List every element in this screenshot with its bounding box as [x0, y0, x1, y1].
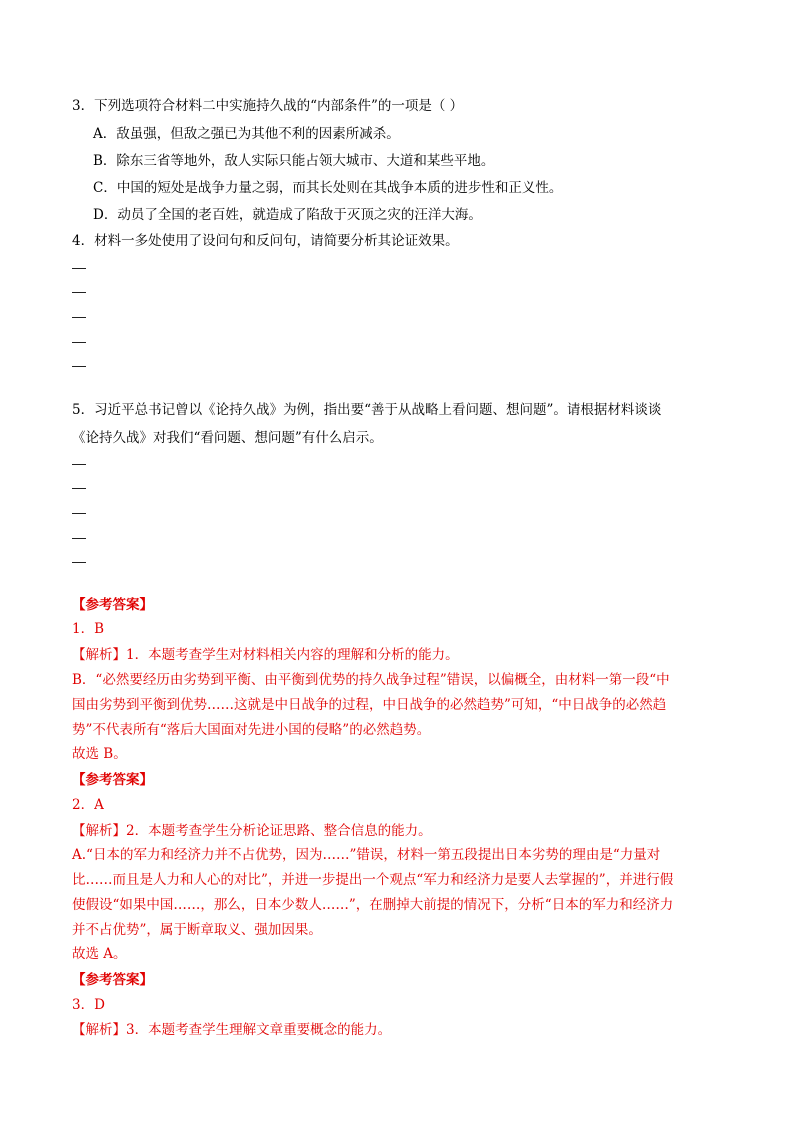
answer-blank-line [72, 513, 86, 514]
answer-blank-line [72, 342, 86, 343]
question-5-stem-line-1: 5．习近平总书记曾以《论持久战》为例，指出要“善于从战略上看问题、想问题”。请根据材料谈谈 [72, 402, 662, 418]
answer-value: 2．A [72, 797, 104, 813]
analysis-line: 并不占优势”，属于断章取义、强加因果。 [72, 922, 322, 938]
question-4-stem: 4．材料一多处使用了设问句和反问句，请简要分析其论证效果。 [72, 233, 459, 249]
question-3-option-d: D．动员了全国的老百姓，就造成了陷敌于灭顶之灾的汪洋大海。 [93, 207, 482, 223]
answer-heading: 【参考答案】 [72, 772, 153, 788]
answer-value: 1．B [72, 621, 105, 637]
analysis-intro: 【解析】1．本题考查学生对材料相关内容的理解和分析的能力。 [72, 647, 459, 663]
analysis-intro: 【解析】2．本题考查学生分析论证思路、整合信息的能力。 [72, 823, 432, 839]
answer-blank-line [72, 538, 86, 539]
analysis-line: 势”不代表所有“落后大国面对先进小国的侵略”的必然趋势。 [72, 722, 431, 738]
analysis-line: 使假设“如果中国……，那么，日本少数人……”，在删掉大前提的情况下，分析“日本的军力和经济力 [72, 897, 674, 913]
analysis-line: 比……而且是人力和人心的对比”，并进一步提出一个观点“军力和经济力是要人去掌握的”，并进行假 [72, 872, 674, 888]
question-5-stem-line-2: 《论持久战》对我们“看问题、想问题”有什么启示。 [72, 430, 383, 446]
answer-heading: 【参考答案】 [72, 972, 153, 988]
question-3-option-b: B．除东三省等地外，敌人实际只能占领大城市、大道和某些平地。 [93, 153, 495, 169]
analysis-conclusion: 故选 B。 [72, 746, 127, 762]
answer-blank-line [72, 366, 86, 367]
answer-value: 3．D [72, 997, 105, 1013]
question-3-option-c: C．中国的短处是战争力量之弱，而其长处则在其战争本质的进步性和正义性。 [93, 180, 563, 196]
answer-heading: 【参考答案】 [72, 597, 153, 613]
answer-blank-line [72, 268, 86, 269]
answer-blank-line [72, 317, 86, 318]
answer-blank-line [72, 464, 86, 465]
analysis-line: A.“日本的军力和经济力并不占优势，因为……”错误，材料一第五段提出日本劣势的理由是“力量对 [72, 847, 661, 863]
answer-blank-line [72, 488, 86, 489]
analysis-line: B．“必然要经历由劣势到平衡、由平衡到优势的持久战争过程”错误，以偏概全，由材料一第一段“中 [72, 672, 670, 688]
answer-blank-line [72, 292, 86, 293]
question-3-option-a: A．敌虽强，但敌之强已为其他不利的因素所减杀。 [93, 126, 400, 142]
analysis-line: 国由劣势到平衡到优势……这就是中日战争的过程，中日战争的必然趋势”可知，“中日战争的必然趋 [72, 697, 667, 713]
analysis-intro: 【解析】3．本题考查学生理解文章重要概念的能力。 [72, 1022, 392, 1038]
question-3-stem: 3．下列选项符合材料二中实施持久战的“内部条件”的一项是（ ） [72, 98, 464, 114]
answer-blank-line [72, 562, 86, 563]
analysis-conclusion: 故选 A。 [72, 946, 127, 962]
